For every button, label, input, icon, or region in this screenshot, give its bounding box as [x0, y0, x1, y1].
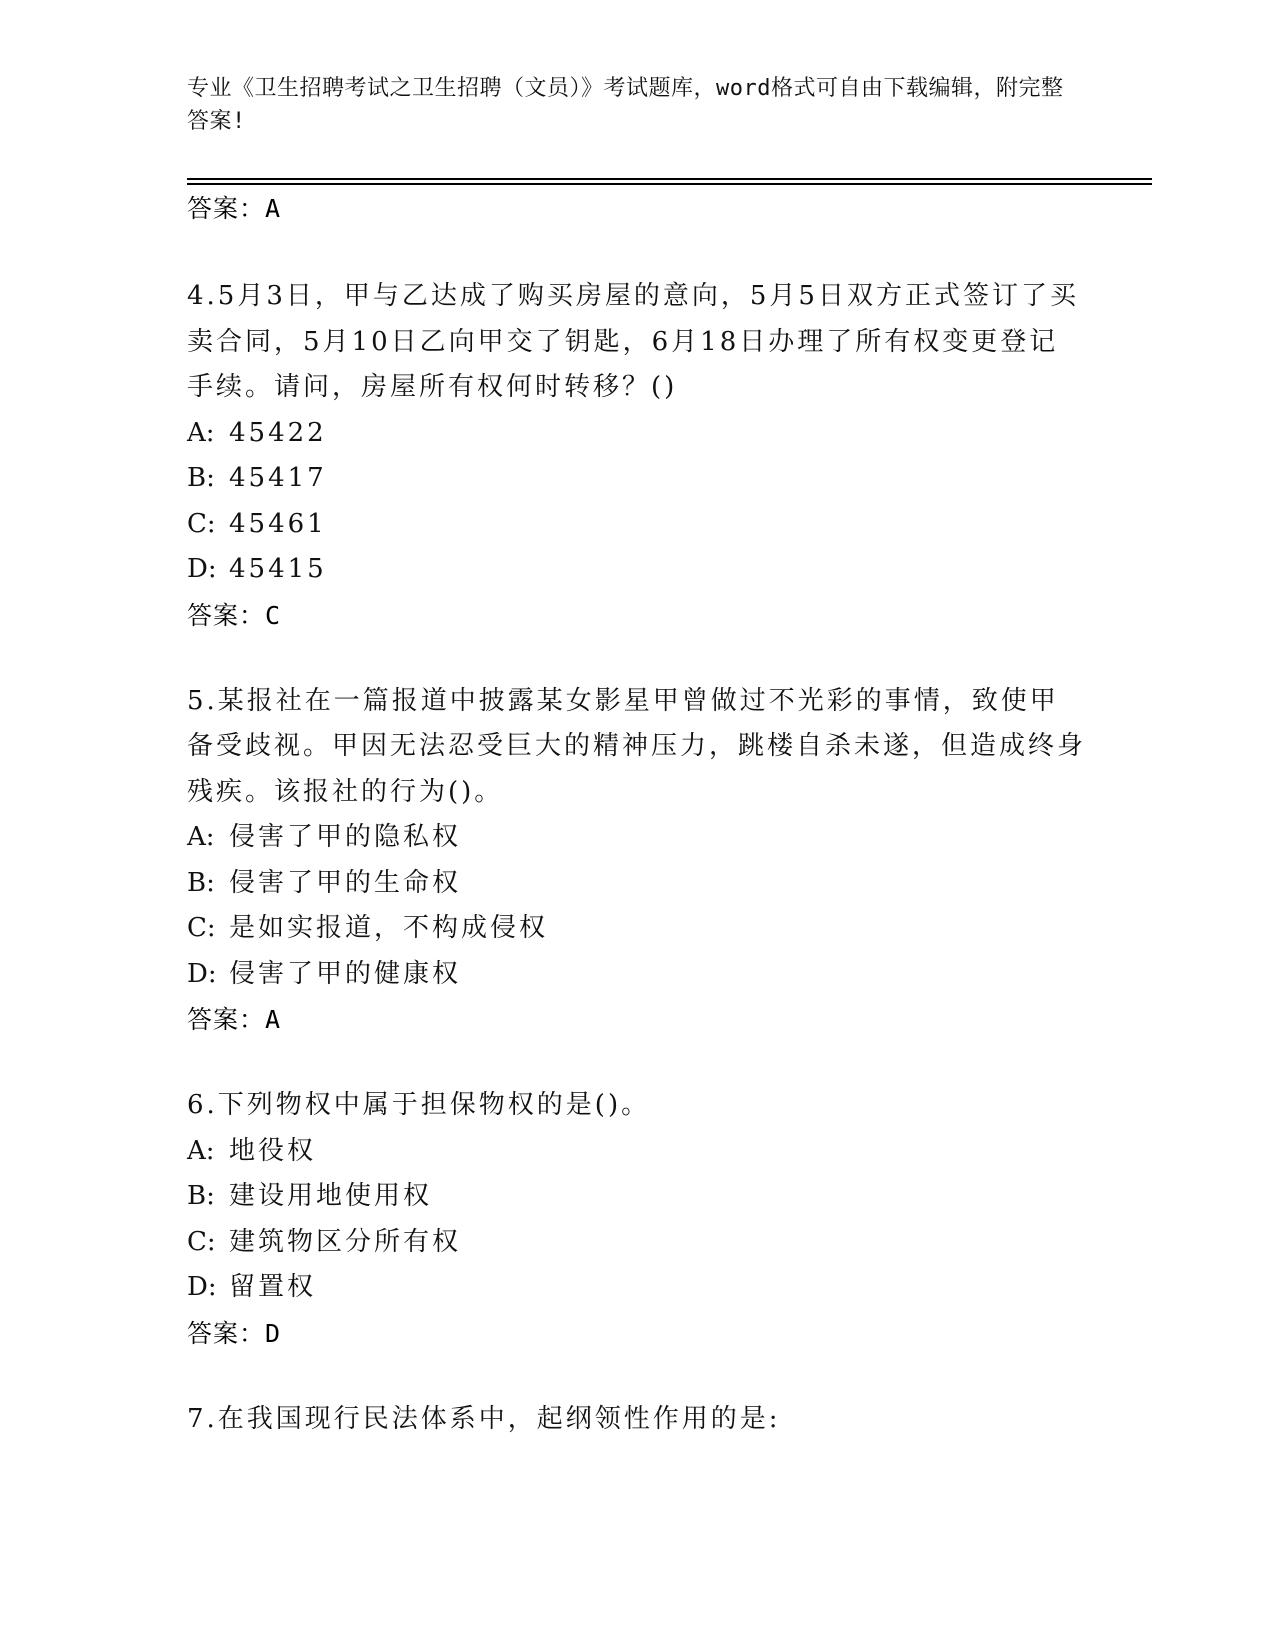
option-key: A:: [187, 1135, 215, 1166]
option-a: [187, 815, 1087, 861]
option-b: [187, 861, 1087, 907]
option-key: B:: [187, 1181, 215, 1211]
option-a: [187, 1129, 1087, 1175]
answer-line: 答案：C: [187, 600, 282, 630]
page-header: 专业《卫生招聘考试之卫生招聘（文员）》考试题库，word格式可自由下载编辑，附完整答案!: [187, 76, 1064, 134]
option-b: [187, 1174, 1087, 1220]
question-list: [187, 186, 1087, 1442]
option-d: [187, 1265, 1087, 1311]
option-c: [187, 906, 1087, 952]
option-d: [187, 952, 1087, 998]
question-stem: 4.5月3日，甲与乙达成了购买房屋的意向，5月5日双方正式签订了买卖合同，5月10日乙向甲交了钥匙，6月18日办理了所有权变更登记手续。请问，房屋所有权何时转移？(): [187, 281, 1079, 402]
option-text: 留置权: [229, 1272, 317, 1302]
answer-line: 答案：D: [187, 1318, 282, 1348]
option-c: [187, 502, 1087, 548]
header-divider-double: [187, 183, 1152, 185]
question-stem: 7.在我国现行民法体系中，起纲领性作用的是:: [187, 1403, 781, 1434]
question-5: [187, 679, 1087, 1044]
answer-line: 答案：A: [187, 194, 282, 223]
option-key: D:: [187, 1272, 217, 1302]
option-c: [187, 1220, 1087, 1266]
option-key: D:: [187, 554, 217, 584]
option-key: B:: [187, 867, 215, 898]
option-key: A:: [187, 822, 215, 852]
option-text: 45415: [229, 554, 327, 584]
option-d: [187, 547, 1087, 593]
question-stem: 6.下列物权中属于担保物权的是()。: [187, 1090, 651, 1120]
option-text: 侵害了甲的生命权: [229, 867, 462, 898]
option-text: 侵害了甲的健康权: [229, 958, 462, 989]
header-divider: [187, 178, 1152, 180]
option-a: [187, 411, 1087, 457]
option-b: [187, 456, 1087, 502]
question-7: [187, 1397, 1087, 1443]
option-text: 是如实报道，不构成侵权: [229, 913, 549, 943]
option-text: 地役权: [229, 1135, 317, 1166]
option-text: 45461: [229, 508, 327, 539]
option-key: A:: [187, 417, 215, 448]
question-4: [187, 274, 1087, 639]
option-text: 45417: [229, 463, 327, 493]
option-key: D:: [187, 958, 217, 989]
question-stem: 5.某报社在一篇报道中披露某女影星甲曾做过不光彩的事情，致使甲备受歧视。甲因无法忍受巨大的精神压力，跳楼自杀未遂，但造成终身残疾。该报社的行为()。: [187, 685, 1087, 807]
option-key: C:: [187, 1226, 216, 1257]
question-6: [187, 1083, 1087, 1357]
option-text: 建设用地使用权: [229, 1181, 433, 1211]
option-key: C:: [187, 913, 216, 943]
option-key: B:: [187, 463, 215, 493]
option-text: 建筑物区分所有权: [229, 1226, 462, 1257]
answer-line: 答案：A: [187, 1005, 282, 1034]
option-text: 45422: [229, 417, 327, 448]
option-key: C:: [187, 508, 216, 539]
option-text: 侵害了甲的隐私权: [229, 822, 462, 852]
